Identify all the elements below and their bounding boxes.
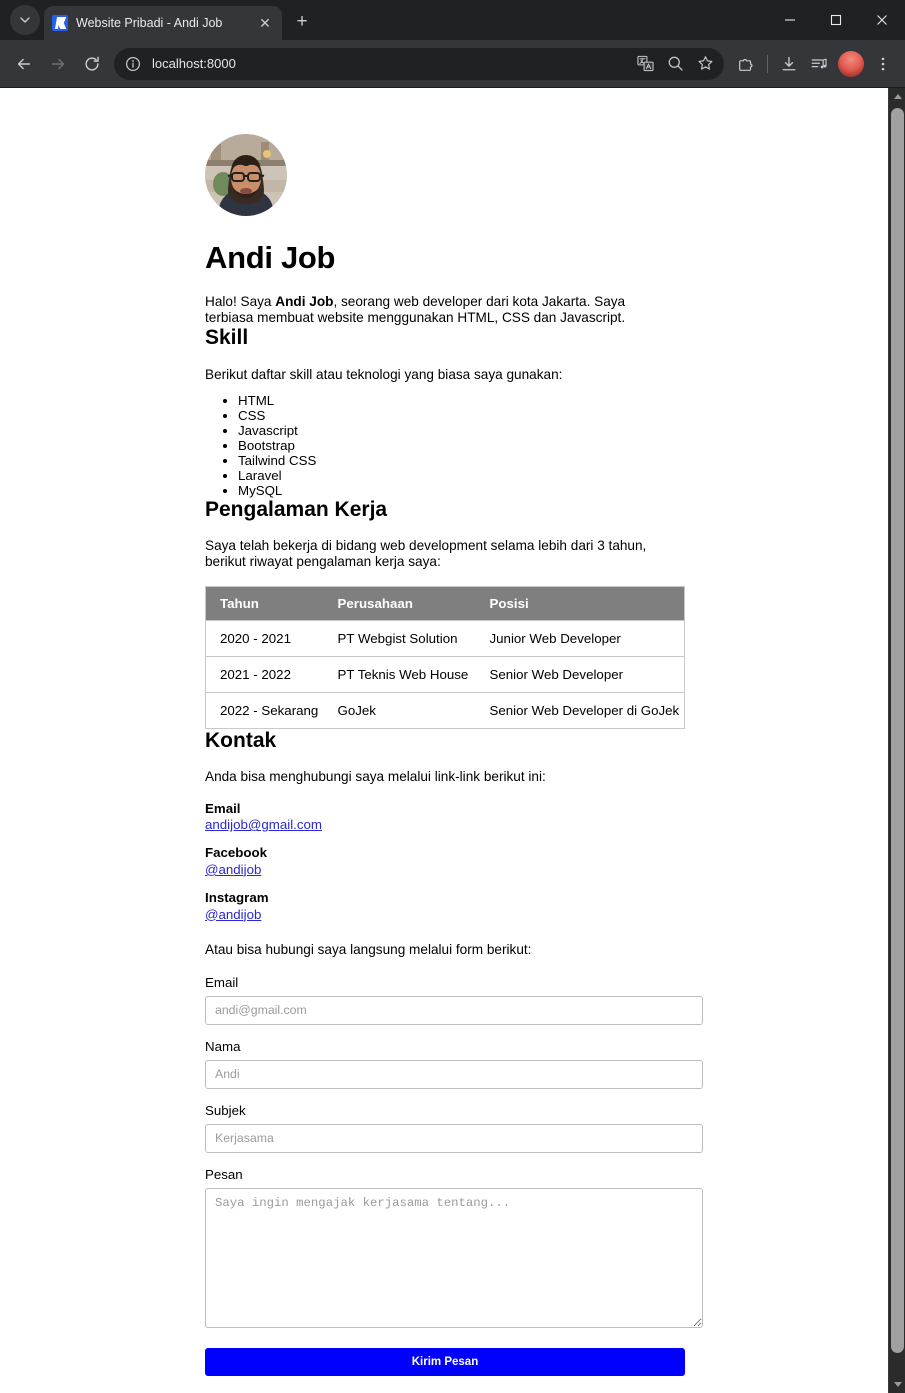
intro-paragraph (205, 294, 665, 326)
page-content (0, 88, 888, 1376)
star-icon (697, 55, 714, 72)
section-heading-skill: Skill (205, 326, 249, 350)
table-row (206, 621, 685, 657)
browser-tab[interactable] (44, 6, 282, 40)
scrollbar-thumb[interactable] (891, 108, 904, 1353)
table-head (206, 587, 685, 621)
triangle-up-icon (894, 94, 902, 99)
download-icon (780, 55, 798, 73)
table-cell-perusahaan: PT Webgist Solution (324, 621, 476, 657)
table-cell-perusahaan: GoJek (324, 693, 476, 729)
form-lead: Atau bisa hubungi saya langsung melalui form berikut: (205, 941, 532, 957)
omnibox-icons (632, 51, 718, 77)
table-cell-tahun: 2022 - Sekarang (206, 693, 324, 729)
page-scrollbar[interactable] (888, 88, 905, 1393)
list-item: • HTML (238, 393, 888, 408)
tab-title: Website Pribadi - Andi Job (76, 16, 223, 30)
section-heading-experience: Pengalaman Kerja (205, 497, 388, 521)
reload-button[interactable] (76, 48, 108, 80)
label-pesan: Pesan (205, 1166, 243, 1182)
table-row (206, 693, 685, 729)
contact-item-email (205, 801, 888, 835)
list-item: • Laravel (238, 468, 888, 483)
page-title: Andi Job (205, 240, 336, 275)
url-text: localhost:8000 (152, 56, 236, 71)
skill-lead: Berikut daftar skill atau teknologi yang biasa saya gunakan: (205, 366, 563, 382)
close-icon (876, 14, 888, 26)
experience-table (205, 586, 685, 729)
translate-glyph-icon (637, 55, 654, 72)
pesan-textarea[interactable] (205, 1188, 703, 1328)
scroll-down-button[interactable] (889, 1376, 905, 1393)
profile-photo (205, 134, 287, 216)
contact-lead: Anda bisa menghubungi saya melalui link-link berikut ini: (205, 769, 546, 785)
table-header-cell: Posisi (476, 587, 685, 621)
email-input[interactable] (205, 996, 703, 1025)
toolbar-divider (767, 55, 768, 73)
contact-item-facebook (205, 845, 888, 879)
window-controls (767, 0, 905, 40)
arrow-left-icon (15, 55, 33, 73)
table-header-cell: Perusahaan (324, 587, 476, 621)
section-heading-kontak: Kontak (205, 729, 277, 753)
list-item: • Javascript (238, 423, 888, 438)
info-circle-icon (125, 56, 141, 72)
back-button[interactable] (8, 48, 40, 80)
label-nama: Nama (205, 1038, 241, 1054)
new-tab-button[interactable]: + (296, 11, 308, 32)
field-nama (205, 1039, 703, 1089)
profile-avatar[interactable] (838, 51, 864, 77)
tab-strip (0, 0, 905, 40)
contact-link-instagram[interactable]: @andijob (205, 906, 262, 922)
downloads-button[interactable] (775, 48, 803, 80)
contact-list (205, 801, 888, 924)
bookmark-icon[interactable] (692, 51, 718, 77)
table-header-row (206, 587, 685, 621)
contact-item-instagram (205, 890, 888, 924)
table-body (206, 621, 685, 729)
reload-icon (83, 55, 101, 73)
intro-bold-name: Andi Job (275, 294, 334, 310)
field-email (205, 975, 703, 1025)
page-viewport (0, 87, 905, 1392)
media-playlist-icon (810, 55, 828, 73)
three-dot-menu-icon (874, 55, 892, 73)
extensions-button[interactable] (732, 48, 760, 80)
contact-link-email[interactable]: andijob@gmail.com (205, 817, 322, 833)
contact-label: Instagram (205, 889, 269, 905)
list-item: • CSS (238, 408, 888, 423)
chevron-down-icon (20, 17, 30, 24)
field-pesan (205, 1167, 703, 1328)
media-control-button[interactable] (805, 48, 833, 80)
contact-form (205, 975, 703, 1376)
chrome-menu-button[interactable] (869, 48, 897, 80)
subjek-input[interactable] (205, 1124, 703, 1153)
table-cell-posisi: Senior Web Developer di GoJek (476, 693, 685, 729)
zoom-icon[interactable] (662, 51, 688, 77)
table-cell-tahun: 2020 - 2021 (206, 621, 324, 657)
table-cell-perusahaan: PT Teknis Web House (324, 657, 476, 693)
tab-close-button[interactable]: ✕ (259, 14, 271, 31)
table-cell-tahun: 2021 - 2022 (206, 657, 324, 693)
table-cell-posisi: Junior Web Developer (476, 621, 685, 657)
translate-icon[interactable] (632, 51, 658, 77)
list-item: • Tailwind CSS (238, 453, 888, 468)
contact-label: Email (205, 800, 241, 816)
list-item: • MySQL (238, 483, 888, 498)
field-subjek (205, 1103, 703, 1153)
arrow-right-icon (49, 55, 67, 73)
contact-label: Facebook (205, 845, 268, 861)
search-magnifier-icon (667, 55, 684, 72)
table-row (206, 657, 685, 693)
tab-search-button[interactable] (10, 5, 40, 35)
skill-list (205, 393, 888, 498)
forward-button[interactable] (42, 48, 74, 80)
address-bar[interactable] (114, 48, 724, 80)
minimize-button[interactable] (767, 0, 813, 40)
submit-button[interactable]: Kirim Pesan (205, 1348, 685, 1376)
maximize-icon (830, 14, 842, 26)
intro-before: Halo! Saya (205, 294, 276, 310)
web-page (0, 88, 888, 1393)
table-cell-posisi: Senior Web Developer (476, 657, 685, 693)
contact-link-facebook[interactable]: @andijob (205, 861, 262, 877)
triangle-down-icon (894, 1382, 902, 1387)
nama-input[interactable] (205, 1060, 703, 1089)
close-window-button[interactable] (859, 0, 905, 40)
label-email: Email (205, 974, 239, 990)
scroll-up-button[interactable] (889, 88, 905, 105)
table-header-cell: Tahun (206, 587, 324, 621)
intro-after: , seorang web developer dari kota Jakarta. Saya terbiasa membuat website menggunakan HTML, CSS dan Javascript. (205, 294, 626, 326)
minimize-icon (784, 14, 796, 26)
favicon-icon (52, 15, 68, 31)
label-subjek: Subjek (205, 1102, 246, 1118)
maximize-button[interactable] (813, 0, 859, 40)
puzzle-icon (737, 55, 755, 73)
site-info-icon[interactable] (122, 53, 144, 75)
list-item: • Bootstrap (238, 438, 888, 453)
browser-toolbar (0, 40, 905, 87)
profile-photo-image (205, 134, 287, 216)
experience-lead: Saya telah bekerja di bidang web development selama lebih dari 3 tahun, berikut riwayat pengalaman kerja saya: (205, 537, 647, 570)
